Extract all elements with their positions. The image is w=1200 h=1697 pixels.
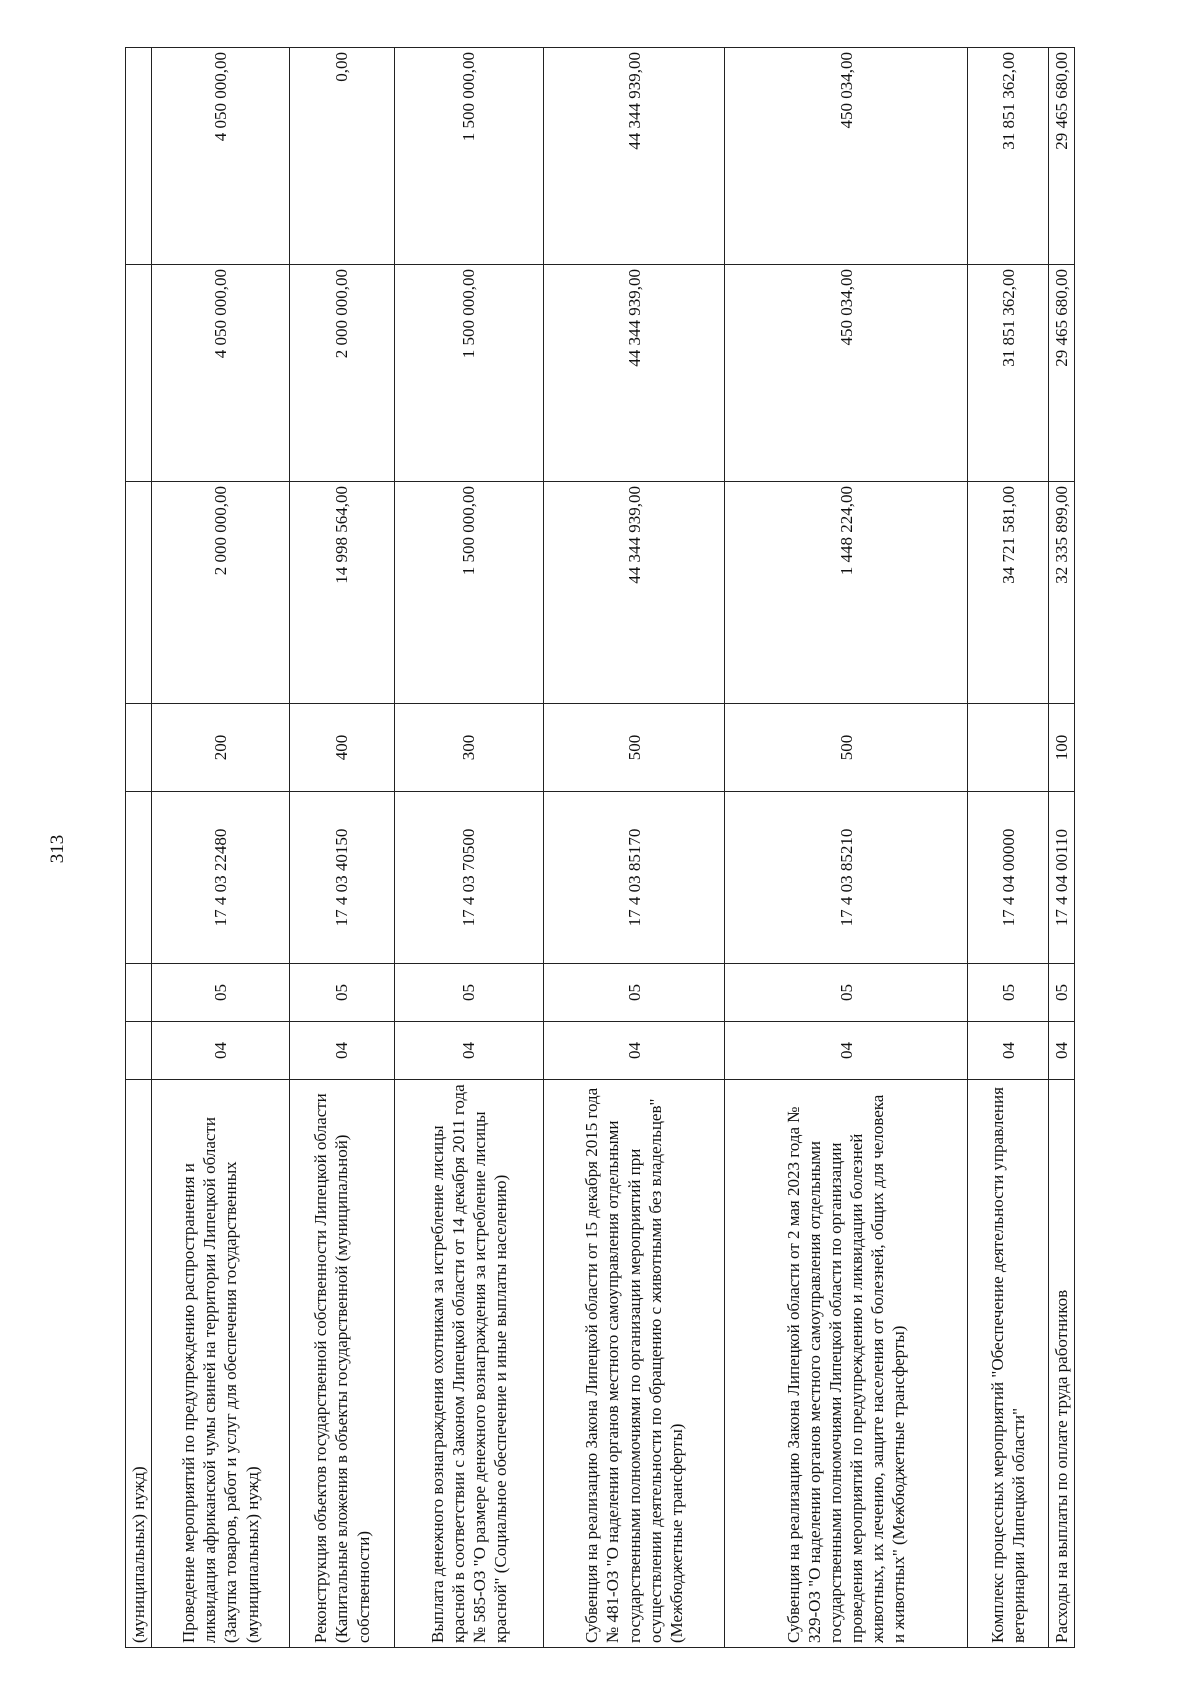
expense-type-code bbox=[968, 704, 1049, 792]
amount-year-1: 14 998 564,00 bbox=[290, 482, 394, 704]
target-article-code: 17 4 03 22480 bbox=[151, 792, 290, 964]
subsection-code bbox=[126, 964, 152, 1022]
amount-year-3: 29 465 680,00 bbox=[1049, 48, 1075, 265]
subsection-code: 05 bbox=[1049, 964, 1075, 1022]
amount-year-2: 450 034,00 bbox=[725, 265, 968, 482]
table-row bbox=[1049, 48, 1075, 1648]
row-name: (муниципальных) нужд) bbox=[126, 1080, 152, 1648]
subsection-code: 05 bbox=[151, 964, 290, 1022]
expense-type-code: 100 bbox=[1049, 704, 1075, 792]
target-article-code bbox=[126, 792, 152, 964]
amount-year-2: 31 851 362,00 bbox=[968, 265, 1049, 482]
row-name: Расходы на выплаты по оплате труда работников bbox=[1049, 1080, 1075, 1648]
amount-year-1: 34 721 581,00 bbox=[968, 482, 1049, 704]
amount-year-1: 1 500 000,00 bbox=[394, 482, 543, 704]
section-code: 04 bbox=[968, 1022, 1049, 1080]
row-name: Выплата денежного вознаграждения охотникам за истребление лисицы красной в соответствии с Законом Липецкой области от 14 декабря 2011 года № 585-ОЗ "О размере денежного вознаграждения за истребление лисицы красной" (Социальное обеспечение и иные выплаты населению) bbox=[394, 1080, 543, 1648]
row-name: Проведение мероприятий по предупреждению распространения и ликвидация африканской чумы свиней на территории Липецкой области (Закупка товаров, работ и услуг для обеспечения государственных (муниципальных) нужд) bbox=[151, 1080, 290, 1648]
target-article-code: 17 4 03 40150 bbox=[290, 792, 394, 964]
amount-year-3: 1 500 000,00 bbox=[394, 48, 543, 265]
section-code: 04 bbox=[290, 1022, 394, 1080]
table-row bbox=[543, 48, 724, 1648]
expense-type-code: 500 bbox=[543, 704, 724, 792]
subsection-code: 05 bbox=[394, 964, 543, 1022]
section-code: 04 bbox=[1049, 1022, 1075, 1080]
expense-type-code: 200 bbox=[151, 704, 290, 792]
table-row bbox=[126, 48, 152, 1648]
table-row bbox=[290, 48, 394, 1648]
subsection-code: 05 bbox=[725, 964, 968, 1022]
section-code: 04 bbox=[394, 1022, 543, 1080]
expense-type-code bbox=[126, 704, 152, 792]
amount-year-1 bbox=[126, 482, 152, 704]
table-row bbox=[725, 48, 968, 1648]
target-article-code: 17 4 03 85170 bbox=[543, 792, 724, 964]
amount-year-3 bbox=[126, 48, 152, 265]
row-name: Комплекс процессных мероприятий "Обеспечение деятельности управления ветеринарии Липецкой области" bbox=[968, 1080, 1049, 1648]
amount-year-2 bbox=[126, 265, 152, 482]
row-name: Субвенция на реализацию Закона Липецкой области от 15 декабря 2015 года № 481-ОЗ "О наделении органов местного самоуправления отдельными государственными полномочиями по организации мероприятий при осуществлении деятельности по обращению с животными без владельцев" (Межбюджетные трансферты) bbox=[543, 1080, 724, 1648]
target-article-code: 17 4 04 00000 bbox=[968, 792, 1049, 964]
amount-year-3: 450 034,00 bbox=[725, 48, 968, 265]
amount-year-2: 4 050 000,00 bbox=[151, 265, 290, 482]
subsection-code: 05 bbox=[290, 964, 394, 1022]
amount-year-3: 0,00 bbox=[290, 48, 394, 265]
amount-year-2: 1 500 000,00 bbox=[394, 265, 543, 482]
expense-type-code: 400 bbox=[290, 704, 394, 792]
amount-year-1: 1 448 224,00 bbox=[725, 482, 968, 704]
section-code bbox=[126, 1022, 152, 1080]
target-article-code: 17 4 03 85210 bbox=[725, 792, 968, 964]
row-name: Субвенция на реализацию Закона Липецкой области от 2 мая 2023 года № 329-ОЗ "О наделении органов местного самоуправления отдельными государственными полномочиями Липецкой области по организации проведения мероприятий по предупреждению и ликвидации болезней животных, их лечению, защите населения от болезней, общих для человека и животных" (Межбюджетные трансферты) bbox=[725, 1080, 968, 1648]
section-code: 04 bbox=[543, 1022, 724, 1080]
amount-year-2: 44 344 939,00 bbox=[543, 265, 724, 482]
amount-year-3: 31 851 362,00 bbox=[968, 48, 1049, 265]
table-row bbox=[394, 48, 543, 1648]
subsection-code: 05 bbox=[543, 964, 724, 1022]
row-name: Реконструкция объектов государственной собственности Липецкой области (Капитальные вложения в объекты государственной (муниципальной) собственности) bbox=[290, 1080, 394, 1648]
section-code: 04 bbox=[151, 1022, 290, 1080]
table-row bbox=[151, 48, 290, 1648]
target-article-code: 17 4 04 00110 bbox=[1049, 792, 1075, 964]
expense-type-code: 300 bbox=[394, 704, 543, 792]
budget-table bbox=[125, 47, 1075, 1648]
amount-year-2: 29 465 680,00 bbox=[1049, 265, 1075, 482]
target-article-code: 17 4 03 70500 bbox=[394, 792, 543, 964]
amount-year-1: 44 344 939,00 bbox=[543, 482, 724, 704]
table-row bbox=[968, 48, 1049, 1648]
amount-year-2: 2 000 000,00 bbox=[290, 265, 394, 482]
amount-year-1: 2 000 000,00 bbox=[151, 482, 290, 704]
subsection-code: 05 bbox=[968, 964, 1049, 1022]
rotated-page-content bbox=[125, 48, 1075, 1648]
amount-year-1: 32 335 899,00 bbox=[1049, 482, 1075, 704]
section-code: 04 bbox=[725, 1022, 968, 1080]
page-number: 313 bbox=[47, 834, 68, 864]
expense-type-code: 500 bbox=[725, 704, 968, 792]
amount-year-3: 4 050 000,00 bbox=[151, 48, 290, 265]
amount-year-3: 44 344 939,00 bbox=[543, 48, 724, 265]
